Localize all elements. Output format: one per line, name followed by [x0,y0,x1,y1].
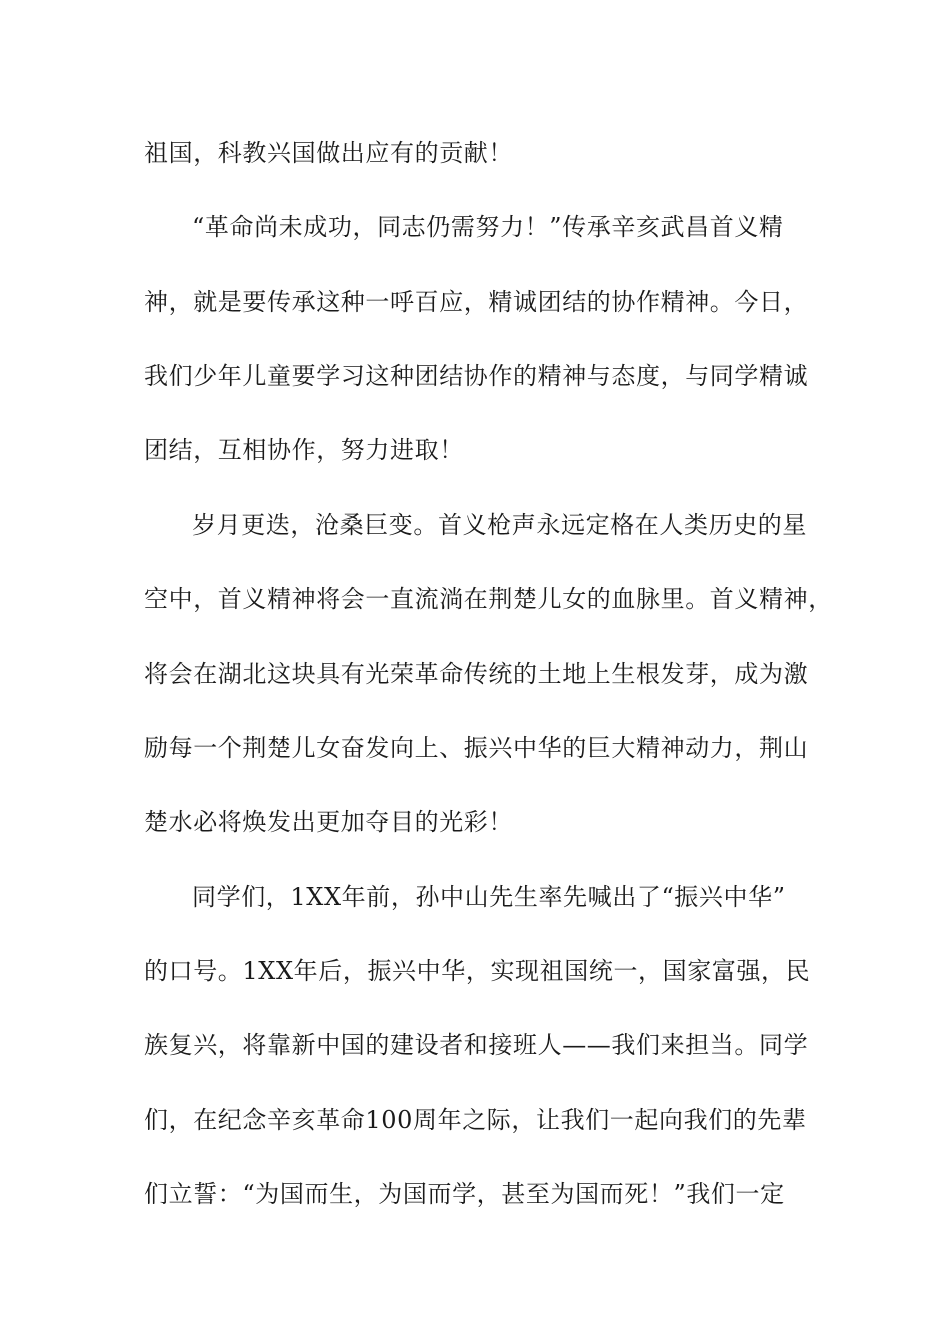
text-line-13: 族复兴，将靠新中国的建设者和接班人——我们来担当。同学 [144,1031,809,1059]
text-line-3: 神，就是要传承这种一呼百应，精诚团结的协作精神。今日， [144,288,809,316]
text-line-1: 祖国，科教兴国做出应有的贡献！ [144,139,513,167]
text-line-9: 励每一个荆楚儿女奋发向上、振兴中华的巨大精神动力，荆山 [144,734,809,762]
text-line-8: 将会在湖北这块具有光荣革命传统的土地上生根发芽，成为激 [144,660,809,688]
text-line-11: 同学们，1XX年前，孙中山先生率先喊出了“振兴中华” [192,883,786,911]
text-line-2: “革命尚未成功，同志仍需努力！”传承辛亥武昌首义精 [192,213,784,241]
text-line-4: 我们少年儿童要学习这种团结协作的精神与态度，与同学精诚 [144,362,809,390]
text-line-14: 们，在纪念辛亥革命100周年之际，让我们一起向我们的先辈 [144,1106,807,1134]
text-line-15: 们立誓：“为国而生，为国而学，甚至为国而死！”我们一定 [144,1180,785,1208]
text-line-10: 楚水必将焕发出更加夺目的光彩！ [144,808,513,836]
text-line-12: 的口号。1XX年后，振兴中华，实现祖国统一，国家富强，民 [144,957,811,985]
text-line-6: 岁月更迭，沧桑巨变。首义枪声永远定格在人类历史的星 [192,511,807,539]
text-line-5: 团结，互相协作，努力进取！ [144,436,464,464]
text-line-7: 空中，首义精神将会一直流淌在荆楚儿女的血脉里。首义精神， [144,585,833,613]
